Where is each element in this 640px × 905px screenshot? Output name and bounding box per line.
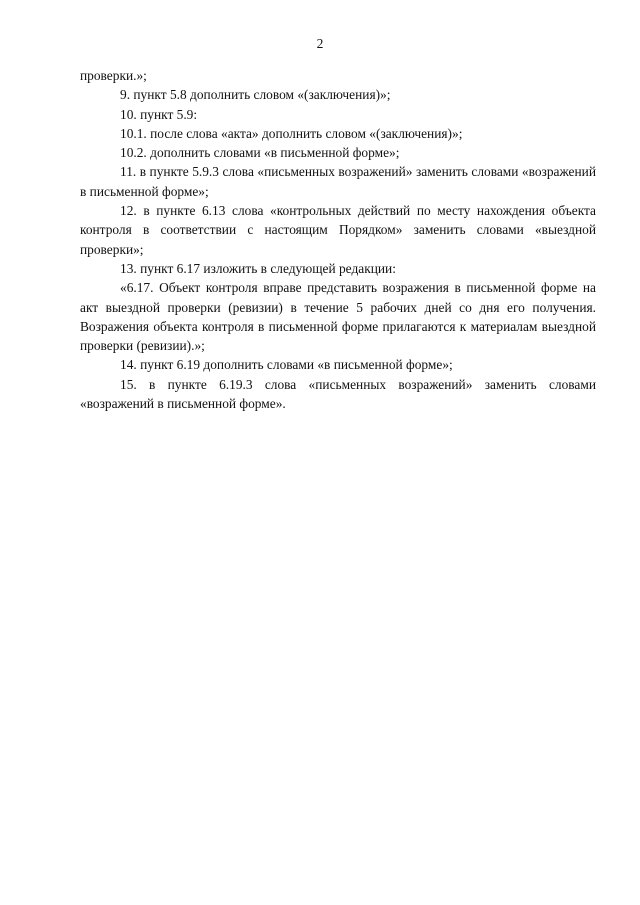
paragraph-item-12: 12. в пункте 6.13 слова «контрольных действий по месту нахождения объекта контроля в соответствии с настоящим Порядком» заменить словами «выездной проверки»; xyxy=(80,203,596,257)
paragraph-item-10: 10. пункт 5.9: xyxy=(120,106,198,122)
paragraph-item-10-1: 10.1. после слова «акта» дополнить словом «(заключения)»; xyxy=(120,125,463,141)
paragraph-continuation: проверки.»; xyxy=(80,68,147,83)
paragraph-item-14: 14. пункт 6.19 дополнить словами «в письменной форме»; xyxy=(120,357,453,373)
paragraph-quote-6-17: «6.17. Объект контроля вправе представить возражения в письменной форме на акт выездной проверки (ревизии) в течение 5 рабочих дней со дня его получения. Возражения объекта контроля в письменной форме прилагаются к материалам выездной проверки (ревизии).»; xyxy=(80,280,596,354)
paragraph-item-9: 9. пункт 5.8 дополнить словом «(заключения)»; xyxy=(120,87,391,103)
document-body xyxy=(80,66,596,413)
paragraph-item-10-2: 10.2. дополнить словами «в письменной форме»; xyxy=(120,145,400,161)
paragraph-item-15: 15. в пункте 6.19.3 слова «письменных возражений» заменить словами «возражений в письменной форме». xyxy=(80,376,596,412)
paragraph-item-13: 13. пункт 6.17 изложить в следующей редакции: xyxy=(120,260,396,276)
paragraph-item-11: 11. в пункте 5.9.3 слова «письменных возражений» заменить словами «возражений в письменной форме»; xyxy=(80,164,596,199)
page-number: 2 xyxy=(316,36,324,51)
